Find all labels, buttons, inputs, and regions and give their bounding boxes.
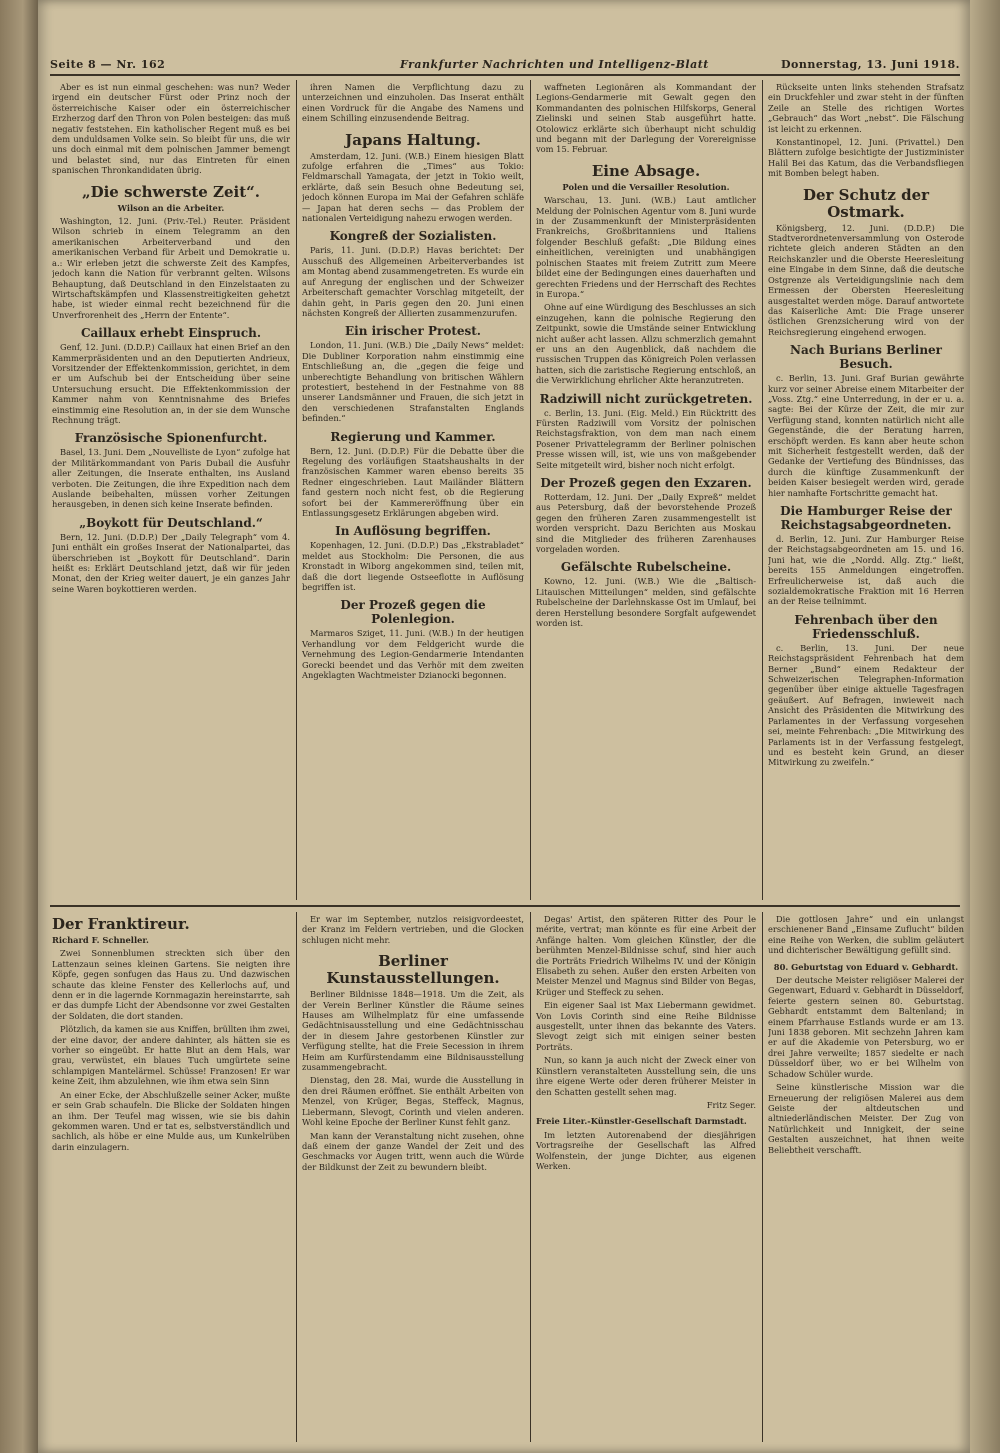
article-text: Berliner Bildnisse 1848—1918. Um die Zeit, als der Verein Berliner Künstler die Räume seines Hauses am Wilhelmplatz für eine umfassende Gedächtnisausstellung und eine Gedächtnisschau der in diesem Jahre gestorbenen Künstler zur Verfügung stellte, hat die Freie Secession in ihrem Heim am Kurfürstendamm eine Bildnisausstellung zusammengebracht. bbox=[302, 989, 524, 1073]
article-text: Aber es ist nun einmal geschehen: was nun? Weder irgend ein deutscher Fürst oder Prinz noch der österreichische Kaiser oder ein österreichischer Erzherzog darf den Thron von Polen besteigen: das muß negativ feststehen. Ein katholischer Regent muß es bei dem unduldsamen Volke sein. So bleibt für uns, die wir uns doch einmal mit dem polnischen Jammer bemengt und belastet sind, nur das Eintreten für einen spanischen Thronkandidaten übrig. bbox=[52, 82, 290, 176]
article-text: Kowno, 12. Juni. (W.B.) Wie die „Baltisch-Litauischen Mitteilungen“ melden, sind gefälschte Rubelscheine der Darlehnskasse Ost im Umlauf, bei deren Herstellung besondere Sorgfalt aufgewendet worden ist. bbox=[536, 576, 756, 629]
headline-irischer-protest: Ein irischer Protest. bbox=[345, 324, 481, 339]
column-4 bbox=[768, 82, 964, 900]
headline-exzaren: Der Prozeß gegen den Exzaren. bbox=[540, 476, 752, 490]
story-text: Er war im September, nutzlos reisigvordeestet, der Kranz im Feldern vertrieben, und die Glocken schlugen nicht mehr. bbox=[302, 914, 524, 945]
headline-japans-haltung: Japans Haltung. bbox=[345, 130, 481, 149]
author-line: Richard F. Schneller. bbox=[52, 935, 149, 945]
article-text: Seine künstlerische Mission war die Erneuerung der religiösen Malerei aus dem Geiste der altdeutschen und altniederländischen Meister. Der Zug von Natürlichkeit und Innigkeit, der seine Gestalten auszeichnet, hat ihnen weite Beliebtheit verschafft. bbox=[768, 1082, 964, 1155]
article-text: Rotterdam, 12. Juni. Der „Daily Expreß“ meldet aus Petersburg, daß der bevorstehende Prozeß gegen den früheren Zaren zusammengestellt ist worden verspricht. Dazu Berichten aus Moskau sind die Mitglieder des früheren Zarenhauses vorgeladen worden. bbox=[536, 492, 756, 555]
headline-ostmark: Der Schutz der Ostmark. bbox=[802, 185, 930, 221]
headline-regierung-kammer: Regierung und Kammer. bbox=[330, 429, 496, 444]
article-text: Genf, 12. Juni. (D.D.P.) Caillaux hat einen Brief an den Kammerpräsidenten und an den Deputierten Andrieux, Vorsitzender der Effektenkommission, gerichtet, in dem er um Aufschub bei der Entscheidung über seine Untersuchung ersucht. Die Effektenkommission der Kammer nahm von Kenntnisnahme des Briefes einstimmig eine Resolution an, in der sie dem Wunsche Rechnung trägt. bbox=[52, 342, 290, 425]
page-edge bbox=[970, 0, 1000, 1453]
column-rule bbox=[762, 912, 763, 1442]
headline-boykott: „Boykott für Deutschland.“ bbox=[79, 515, 263, 530]
headline-spionenfurcht: Französische Spionenfurcht. bbox=[74, 431, 268, 446]
headline-polenlegion: Der Prozeß gegen die Polenlegion. bbox=[340, 598, 486, 627]
headline-aufloesung: In Auflösung begriffen. bbox=[335, 524, 491, 539]
headline-schwerste-zeit: „Die schwerste Zeit“. bbox=[81, 182, 261, 201]
subheadline: Wilson an die Arbeiter. bbox=[117, 202, 225, 213]
story-text: Zwei Sonnenblumen streckten sich über den Lattenzaun seines kleinen Gartens. Sie neigten ihre Köpfe, gegen sonfugen das Haus zu. Und dazwischen schaute das kleine Fenster des Kellerlochs auf, und denn er in die lagernde Kornmagazin hereinstarrte, sah er das dumpfe Licht der Abendsonne vor zwei Gestalten der Soldaten, die dort standen. bbox=[52, 948, 290, 1021]
headline-rubelscheine: Gefälschte Rubelscheine. bbox=[560, 560, 732, 575]
column-1 bbox=[52, 82, 290, 900]
newspaper-page bbox=[38, 0, 970, 1453]
story-text: An einer Ecke, der Abschlußzelle seiner Acker, mußte er sein Grab schaufeln. Die Blicke der Soldaten hingen an ihm. Der Teufel mag wissen, wie sie bis dahin gekommen waren. Und er tat es, selbstverständlich und sachlich, als höbe er eine Mulde aus, um Kunkelrüben darin einzulagern. bbox=[52, 1089, 290, 1152]
headline-kongress: Kongreß der Sozialisten. bbox=[329, 229, 497, 244]
article-text: Ein eigener Saal ist Max Liebermann gewidmet. Von Lovis Corinth sind eine Reihe Bildnisse ausgestellt, unter ihnen das bekannte des Vaters. Slevogt zeigt sich mit einigen seiner besten Porträts. bbox=[536, 1000, 756, 1052]
article-text: c. Berlin, 13. Juni. (Eig. Meld.) Ein Rücktritt des Fürsten Radziwill vom Vorsitz der polnischen Reichstagsfraktion, von dem man nach einem Posener Privattelegramm der Berliner polnischen Presse wissen will, ist, wie uns von maßgebender Seite mitgeteilt wird, bisher noch nicht erfolgt. bbox=[536, 407, 756, 470]
article-text: c. Berlin, 13. Juni. Der neue Reichstagspräsident Fehrenbach hat dem Berner „Bund“ einem Redakteur der Schweizerischen Telegraphen-Information gegenüber über einige aktuelle Tagesfragen geäußert. Auf Befragen, inwieweit nach Ansicht des Präsidenten die Mitwirkung des Parlamentes in der Verfassung vorgesehen sei, meinte Fehrenbach: „Die Mitwirkung des Parlaments ist in der Verfassung festgelegt, und es besteht kein Grund, an dieser Mitwirkung zu zweifeln.“ bbox=[768, 642, 964, 768]
headline-caillaux: Caillaux erhebt Einspruch. bbox=[80, 326, 262, 341]
article-text: Amsterdam, 12. Juni. (W.B.) Einem hiesigen Blatt zufolge erfahren die „Times“ aus Tokio: Feldmarschall Yamagata, der jetzt in Tokio weilt, erklärte, daß sein Besuch ohne Bedeutung sei, jedoch können Europa im Mai der Gefahren schläfe — Japan hat deren sechs — das Problem der nationalen Verteidigung nahezu erwogen werden. bbox=[302, 150, 524, 224]
article-text: Die gottlosen Jahre“ und ein unlangst erschienener Band „Einsame Zuflucht“ bilden eine Reihe von Werken, die sublim geläutert und dichterischer Bewältigung gefüllt sind. bbox=[768, 914, 964, 956]
headline-gebhardt: 80. Geburtstag von Eduard v. Gebhardt. bbox=[773, 961, 959, 972]
article-text: Paris, 11. Juni. (D.D.P.) Havas berichtet: Der Ausschuß des Allgemeinen Arbeiterverbandes ist am Montag abend zusammengetreten. Es wurde ein auf Anregung der englischen und der Schweizer Arbeiterschaft gemachter Vorschlag mitgeteilt, der dahin geht, in Paris gegen den 20. Juni einen nächsten Kongreß der Allierten zusammenzurufen. bbox=[302, 245, 524, 318]
article-text: Marmaros Sziget, 11. Juni. (W.B.) In der heutigen Verhandlung vor dem Feldgericht wurde die Vernehmung des Legion-Gendarmerie Intendanten Gorecki beendet und das Verhör mit dem zweiten Angeklagten Wachtmeister Dzianocki begonnen. bbox=[302, 628, 524, 681]
signature: Fritz Seger. bbox=[706, 1099, 756, 1110]
column-rule bbox=[296, 80, 297, 900]
article-text: Rückseite unten links stehenden Strafsatz ein Druckfehler und zwar steht in der fünften Zeile an Stelle des richtigen Wortes „Gebrauch“ das Wort „nebst“. Die Fälschung ist leicht zu erkennen. bbox=[768, 82, 964, 134]
article-text: Washington, 12. Juni. (Priv.-Tel.) Reuter. Präsident Wilson schrieb in einem Telegramm an den amerikanischen Arbeiterverband und den amerikanischen Verband für Arbeit und Demokratie u. a.: Wir erleben jetzt die schwerste Zeit des Kampfes, jedoch kann die Nation für verbrannt gelten. Wilsons Behauptung, daß Deutschland in den Einzelstaaten zu Wirtschaftskämpfen und Klassenstreitigkeiten gehetzt habe, ist wieder einmal recht bezeichnend für die Unverfrorenheit des „Herrn der Entente“. bbox=[52, 216, 290, 320]
headline-eine-absage: Eine Absage. bbox=[591, 161, 701, 180]
feuilleton-divider bbox=[50, 905, 960, 907]
article-text: waffneten Legionären als Kommandant der Legions-Gendarmerie mit Gewalt gegen den Kommandanten des polnischen Hilfskorps, General Zielinski und seinen Stab ausgeführt hatte. Otolowicz erklärte sich überhaupt nicht schuldig und begann mit der Darlegung der Vorereignisse vom 15. Februar. bbox=[536, 82, 756, 155]
newspaper-title: Frankfurter Nachrichten und Intelligenz-Blatt bbox=[400, 58, 709, 71]
headline-fehrenbach: Fehrenbach über den Friedensschluß. bbox=[794, 612, 938, 641]
headline-franktireur: Der Franktireur. bbox=[52, 915, 190, 933]
feuilleton-column-3 bbox=[536, 914, 756, 1444]
article-text: c. Berlin, 13. Juni. Graf Burian gewährte kurz vor seiner Abreise einem Mitarbeiter der „Voss. Ztg.“ eine Unterredung, in der er u. a. sagte: Bei der Kürze der Zeit, die mir zur Verfügung stand, konnten natürlich nicht alle Gegenstände, die der Beratung harren, erschöpft werden. Es kann aber heute schon mit Sicherheit festgestellt werden, daß der Gedanke der Vertiefung des Bündnisses, das durch die künftige Zusammenkunft der beiden Kaiser besiegelt werden wird, gerade hier namhafte Fortschritte gemacht hat. bbox=[768, 373, 964, 498]
article-text: Bern, 12. Juni. (D.D.P.) Für die Debatte über die Regelung des vorläufigen Staatshaushalts in der französischen Kammer waren ebenso bereits 35 Redner eingeschrieben. Laut Mailänder Blättern fand gestern noch nicht fest, ob die Regierung sofort bei der Kammereröffnung über ein Entlassungsgesetz Erklärungen abgeben wird. bbox=[302, 445, 524, 518]
subheadline: Polen und die Versailler Resolution. bbox=[562, 181, 730, 192]
article-text: Konstantinopel, 12. Juni. (Privattel.) Den Blättern zufolge besichtigte der Justizminister Halil Bei das Katum, das die Verbandsfliegen mit Bomben belegt haben. bbox=[768, 137, 964, 179]
article-text: Basel, 13. Juni. Dem „Nouvelliste de Lyon“ zufolge hat der Militärkommandant von Paris Dubail die Ausfuhr aller Zeitungen, die Inserate enthalten, ins Ausland verboten. Die Zeitungen, die ihre Expedition nach dem Auslande beibehalten, müssen vorher Zeitungen herausgeben, in denen sich keine Inserate befinden. bbox=[52, 447, 290, 510]
article-text: ihren Namen die Verpflichtung dazu zu unterzeichnen und einzuholen. Das Inserat enthält einen Vordruck für die Angabe des Namens und einem Schilling einzusendende Beitrag. bbox=[302, 82, 524, 124]
page-number: Seite 8 — Nr. 162 bbox=[50, 58, 166, 71]
feuilleton-column-1 bbox=[52, 914, 290, 1444]
headline-kunstausstellungen: Berliner Kunstausstellungen. bbox=[326, 952, 500, 988]
column-rule bbox=[762, 80, 763, 900]
headline-hamburger-reise: Die Hamburger Reise der Reichstagsabgeordneten. bbox=[780, 504, 952, 532]
feuilleton-column-4 bbox=[768, 914, 964, 1444]
book-spine bbox=[0, 0, 38, 1453]
article-text: Dienstag, den 28. Mai, wurde die Ausstellung in den drei Räumen eröffnet. Sie enthält Arbeiten von Menzel, von Krüger, Begas, Steffeck, Magnus, Liebermann, Slevogt, Corinth und vielen anderen. Wohl keine Epoche der Berliner Kunst fehlt ganz. bbox=[302, 1075, 524, 1128]
article-text: Kopenhagen, 12. Juni. (D.D.P.) Das „Ekstrabladet“ meldet aus Stockholm: Die Personen, die aus Kronstadt in Wiborg angekommen sind, teilen mit, daß die dort liegende Ostseeflotte in Auflösung begriffen ist. bbox=[302, 540, 524, 593]
headline-darmstadt: Freie Liter.-Künstler-Gesellschaft Darmstadt. bbox=[536, 1116, 747, 1127]
article-text: Man kann der Veranstaltung nicht zusehen, ohne daß einem der ganze Wandel der Zeit und des Geschmacks vor Augen tritt, wenn auch die Würde der Bildkunst der Zeit zu bewundern bleibt. bbox=[302, 1130, 524, 1172]
article-text: d. Berlin, 12. Juni. Zur Hamburger Reise der Reichstagsabgeordneten am 15. und 16. Juni hat, wie die „Nordd. Allg. Ztg.“ ließt, bereits 155 Anmeldungen eingetroffen. Erfreulicherweise ist, daß auch die sozialdemokratische Fraktion mit 16 Herren an der Reise teilnimmt. bbox=[768, 534, 964, 607]
column-rule bbox=[530, 80, 531, 900]
issue-date: Donnerstag, 13. Juni 1918. bbox=[780, 58, 960, 71]
article-text: Königsberg, 12. Juni. (D.D.P.) Die Stadtverordnetenversammlung von Osterode richtete gleich anderen Städten an den Reichskanzler und die Oberste Heeresleitung eine Eingabe in dem Sinne, daß die deutsche Ostgrenze als Verteidigungslinie nach dem Ermessen der Obersten Heeresleitung ausgestaltet werden möge. Darauf antwortete das Kaiserliche Amt: Die Frage unserer östlichen Grenzsicherung wird von der Reichsregierung eingehend erwogen. bbox=[768, 222, 964, 337]
article-text: Der deutsche Meister religiöser Malerei der Gegenwart, Eduard v. Gebhardt in Düsseldorf, feierte gestern seinen 80. Geburtstag. Gebhardt entstammt dem Baltenland; in einem Pfarrhause Estlands wurde er am 13. Juni 1838 geboren. Mit sechzehn Jahren kam er auf die Akademie von Petersburg, wo er drei Jahre verweilte; 1857 siedelte er nach Düsseldorf über, wo er bei Wilhelm von Schadow Schüler wurde. bbox=[768, 975, 964, 1079]
article-text: London, 11. Juni. (W.B.) Die „Daily News“ meldet: Die Dubliner Korporation nahm einstimmig eine Entschließung an, die „gegen die feige und unberechtigte Behandlung von britischen Wählern protestiert, bestehend in der Festnahme von 88 unserer Landsmänner und Frauen, die sich jetzt in den verschiedenen Strafanstalten Englands befinden.“ bbox=[302, 340, 524, 424]
masthead bbox=[50, 58, 960, 76]
article-text: Nun, so kann ja auch nicht der Zweck einer von Künstlern veranstalteten Ausstellung sein, die uns ihre eigene Werte oder deren früherer Meister in den Schatten gestellt sehen mag. bbox=[536, 1055, 756, 1097]
column-rule bbox=[296, 912, 297, 1442]
column-3 bbox=[536, 82, 756, 900]
column-rule bbox=[530, 912, 531, 1442]
column-2 bbox=[302, 82, 524, 900]
feuilleton-column-2 bbox=[302, 914, 524, 1444]
article-text: Ohne auf eine Würdigung des Beschlusses an sich einzugehen, kann die polnische Regierung den Zeitpunkt, sowie die Umstände seiner Entwicklung nicht außer acht lassen. Allzu schmerzlich gemahnt er uns an den Augenblick, daß nachdem die russischen Truppen das Königreich Polen verlassen hatten, sich die zaristische Regierung entschloß, an die Verwirklichung ehrlicher Akte heranzutreten. bbox=[536, 302, 756, 386]
story-text: Plötzlich, da kamen sie aus Kniffen, brüllten ihm zwei, der eine davor, der andere dahinter, als hätten sie es vorher so eingeübt. Er hatte Blut an dem Hals, war grau, verwüstet, ein blaues Tuch umgürtete seine schlampigen Mantelärmel. Schüsse! Franzosen! Er war keine Zeit, ihm abzulehnen, wie ihm etwa sein Sinn bbox=[52, 1024, 290, 1087]
article-text: Bern, 12. Juni. (D.D.P.) Der „Daily Telegraph“ vom 4. Juni enthält ein großes Inserat der Nationalpartei, das überschrieben ist „Boykott für Deutschland“. Darin heißt es: Erklärt Deutschland jetzt, daß wir für jeden Monat, den der Krieg weiter dauert, je ein ganzes Jahr seine Waren boykottieren werden. bbox=[52, 531, 290, 594]
headline-burian: Nach Burians Berliner Besuch. bbox=[789, 343, 943, 372]
article-text: Im letzten Autorenabend der diesjährigen Vortragsreihe der Gesellschaft las Alfred Wolfenstein, der junge Dichter, aus eigenen Werken. bbox=[536, 1129, 756, 1171]
article-text: Warschau, 13. Juni. (W.B.) Laut amtlicher Meldung der Polnischen Agentur vom 8. Juni wurde in der Zusammenkunft der Ministerpräsidenten Frankreichs, Großbritanniens und Italiens folgender Beschluß gefaßt: „Die Bildung eines einheitlichen, vereinigten und unabhängigen polnischen Staates mit freiem Zutritt zum Meere bildet eine der Bedingungen eines dauerhaften und gerechten Friedens und der Herrschaft des Rechtes in Europa.“ bbox=[536, 195, 756, 299]
article-text: Degas' Artist, den späteren Ritter des Pour le mérite, vertrat; man könnte es für eine Arbeit der Anfänge halten. Vom gleichen Künstler, der die berühmten Menzel-Bildnisse schuf, sind hier auch die Porträts Friedrich Wilhelms IV. und der Königin Elisabeth zu sehen. Außer den ersten Arbeiten von Meister Menzel und Magnus sind Bilder von Begas, Krüger und Steffeck zu sehen. bbox=[536, 914, 756, 997]
headline-radziwill: Radziwill nicht zurückgetreten. bbox=[539, 391, 753, 406]
